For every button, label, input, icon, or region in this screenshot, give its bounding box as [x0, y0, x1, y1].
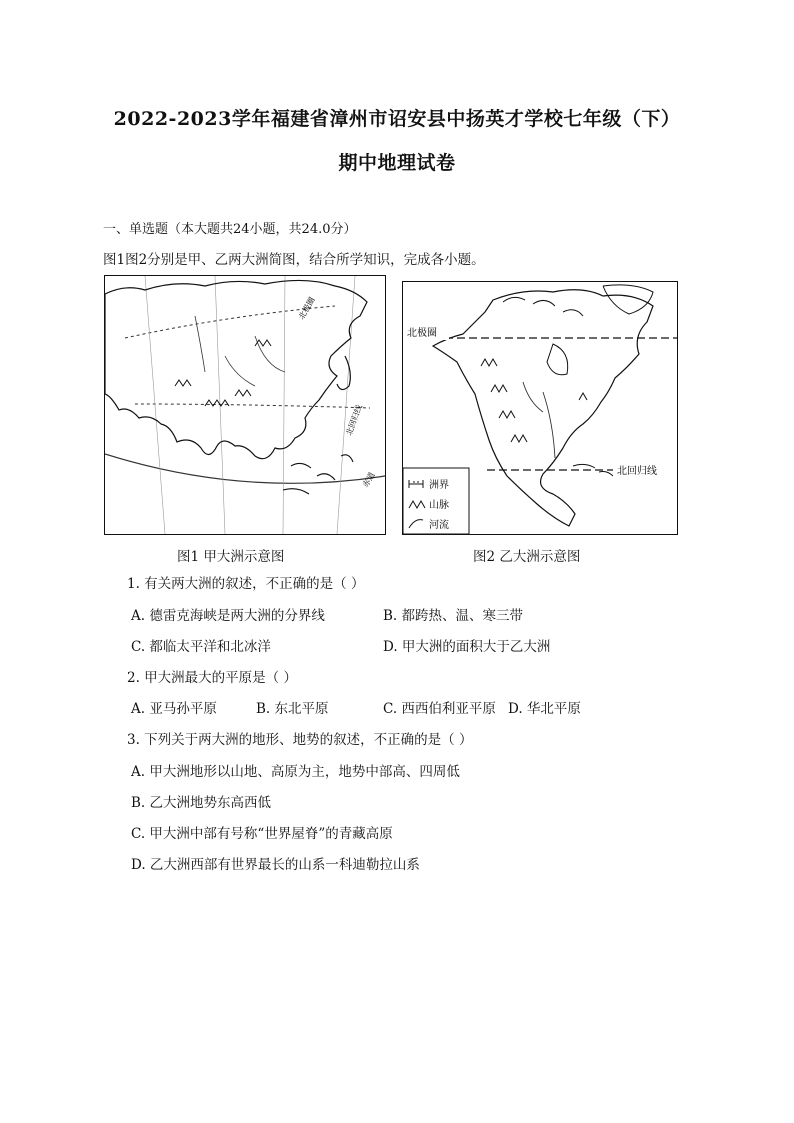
question-1-stem: 1. 有关两大洲的叙述，不正确的是（ ） — [127, 576, 365, 592]
question-intro: 图1图2分别是甲、乙两大洲简图，结合所学知识，完成各小题。 — [103, 252, 485, 268]
tropic-label: 北回归线 — [617, 466, 657, 477]
exam-title-line1: 2022-2023学年福建省漳州市诏安县中扬英才学校七年级（下） — [113, 108, 681, 130]
question-2-option-a[interactable]: A. 亚马孙平原 — [131, 701, 217, 717]
question-2-option-c[interactable]: C. 西西伯利亚平原 — [383, 701, 496, 717]
equator-label: 赤道 — [360, 470, 377, 489]
figure-1-caption: 图1 甲大洲示意图 — [177, 549, 285, 565]
legend-mountain-label: 山脉 — [429, 500, 449, 511]
arctic-circle-label: 北极圈 — [407, 328, 437, 339]
question-2-option-b[interactable]: B. 东北平原 — [256, 701, 329, 717]
question-3-stem: 3. 下列关于两大洲的地形、地势的叙述，不正确的是（ ） — [127, 732, 473, 748]
figure-2-north-america-map — [402, 281, 678, 535]
exam-title-line2: 期中地理试卷 — [338, 152, 456, 174]
question-1-option-d[interactable]: D. 甲大洲的面积大于乙大洲 — [383, 639, 551, 655]
section-heading: 一、单选题（本大题共24小题，共24.0分） — [103, 222, 357, 237]
question-1-option-a[interactable]: A. 德雷克海峡是两大洲的分界线 — [131, 608, 325, 624]
question-3-option-b[interactable]: B. 乙大洲地势东高西低 — [131, 795, 272, 811]
question-3-option-a[interactable]: A. 甲大洲地形以山地、高原为主，地势中部高、四周低 — [131, 764, 460, 780]
legend-river-label: 河流 — [429, 520, 449, 531]
figure-1-asia-map — [104, 275, 386, 535]
question-2-stem: 2. 甲大洲最大的平原是（ ） — [127, 670, 297, 686]
question-3-option-d[interactable]: D. 乙大洲西部有世界最长的山系一科迪勒拉山系 — [131, 857, 420, 873]
question-1-option-b[interactable]: B. 都跨热、温、寒三带 — [383, 608, 524, 624]
tropic-label: 北回归线 — [344, 403, 364, 437]
legend-boundary-label: 洲界 — [429, 480, 449, 491]
figure-2-caption: 图2 乙大洲示意图 — [473, 549, 581, 565]
question-3-option-c[interactable]: C. 甲大洲中部有号称“世界屋脊”的青藏高原 — [131, 826, 393, 842]
arctic-circle-label: 北极圈 — [296, 295, 317, 321]
question-1-option-c[interactable]: C. 都临太平洋和北冰洋 — [131, 639, 271, 655]
question-2-option-d[interactable]: D. 华北平原 — [508, 701, 581, 717]
